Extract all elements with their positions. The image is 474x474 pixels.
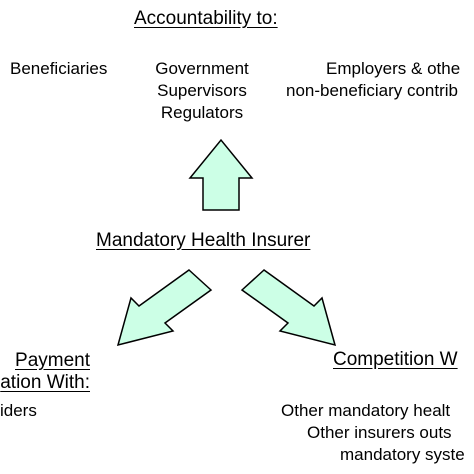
down-left-arrow	[118, 270, 211, 345]
competition-item-mandatory-system: mandatory syste	[340, 445, 465, 464]
non-beneficiary-contributors-label: non-beneficiary contrib	[286, 81, 458, 100]
regulators-label: Regulators	[160, 103, 244, 122]
payment-heading-line-2: ation With:	[0, 372, 90, 393]
payment-item-providers: iders	[0, 401, 37, 420]
competition-heading: Competition W	[333, 349, 458, 370]
competition-item-other-mandatory: Other mandatory healt	[281, 401, 451, 420]
down-right-arrow	[242, 270, 335, 345]
payment-heading-line-1: Payment	[15, 350, 90, 371]
center-label-mandatory-health-insurer: Mandatory Health Insurer	[96, 230, 311, 251]
competition-item-other-insurers: Other insurers outs	[307, 423, 452, 442]
up-arrow	[190, 140, 252, 210]
employers-label: Employers & othe	[326, 59, 461, 78]
payment-heading	[0, 350, 90, 394]
beneficiaries-label: Beneficiaries	[10, 59, 108, 78]
government-label: Government	[155, 59, 249, 78]
accountability-heading: Accountability to:	[134, 8, 278, 29]
supervisors-label: Supervisors	[157, 81, 247, 100]
